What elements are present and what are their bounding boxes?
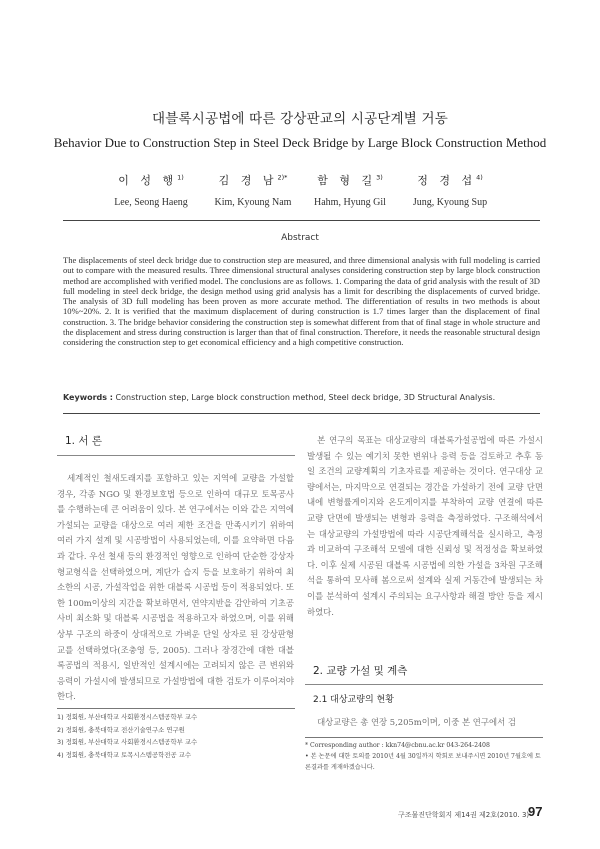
abstract-top-rule xyxy=(63,220,540,221)
abstract-bottom-rule xyxy=(63,413,540,414)
author-name-english: Hahm, Hyung Gil xyxy=(314,197,386,208)
author-name-korean: 정 경 섭$^{4)}$ xyxy=(417,173,483,187)
page-number: 97 xyxy=(528,804,543,819)
subsection-heading: 2.1 대상교량의 현황 xyxy=(313,695,394,705)
section-heading-introduction: 1. 서 론 xyxy=(65,435,102,447)
author-affiliation-footnotes xyxy=(57,711,295,761)
author-name-english: Jung, Kyoung Sup xyxy=(412,197,488,208)
footnote-item: 1) 정회원, 부산대학교 사회환경시스템공학부 교수 xyxy=(57,713,198,721)
author-name-korean: 이 성 행$^{1)}$ xyxy=(118,173,184,187)
research-goal-paragraph: 본 연구의 목표는 대상교량의 대블록가설공법에 따른 가설시 발생될 수 있는 예기치 못한 변위나 응력 등을 검토하고 추후 동일 조건의 교량계획의 기초자료를 제공하는 것이다. 연구대상 교량에서는, 마지막으로 연결되는 경간을 가설하기 전에 교량 단면내에 변형률게이지와 온도게이지를 부착하여 교량 연결에 따른 교량 단면에 발생되는 변형과 응력을 측정하였다. 구조해석에서는 대상교량의 가설방법에 따라 시공단계해석을 실시하고, 측정과 비교하여 구조해석 모델에 대한 신뢰성 및 적정성을 확보하였다. 이후 실제 시공된 대블록 시공법에 의한 가설을 3차원 구조해석을 통하여 모사해 봄으로써 설계와 실제 거동간에 발생되는 차이를 분석하여 설계시 주의되는 요구사항과 해결 방안 등을 제시하였다. xyxy=(307,435,543,617)
keywords-line xyxy=(63,393,540,402)
paper-title-english: Behavior Due to Construction Step in Steel Deck Bridge by Large Block Construction Method xyxy=(53,135,547,150)
corresponding-author-note: * Corresponding author : kkn74@cbnu.ac.kr 043-264-2408 xyxy=(305,742,490,749)
discussion-note: • 본 논문에 대한 토의를 2010년 4월 30일까지 학회로 보내주시면 2010년 7월호에 토론결과를 게재하겠습니다. xyxy=(305,753,541,771)
keywords-text: Construction step, Large block construction method, Steel deck bridge, 3D Structural Analysis. xyxy=(113,393,496,402)
author-4 xyxy=(385,172,515,208)
journal-citation: 구조물진단학회지 제14권 제2호(2010. 3) xyxy=(398,811,530,819)
paper-title-korean: 대블록시공법에 따른 강상판교의 시공단계별 거동 xyxy=(151,111,449,127)
author-name-english: Kim, Kyoung Nam xyxy=(214,197,292,208)
author-name-english: Lee, Seong Haeng xyxy=(114,197,188,208)
section-heading-underline xyxy=(57,455,295,456)
footnote-rule xyxy=(57,708,295,709)
author-name-korean: 김 경 남$^{2)*}$ xyxy=(218,173,288,187)
author-name-korean: 함 형 길$^{3)}$ xyxy=(317,173,383,187)
footnote-item: 4) 정회원, 충북대학교 토목시스템공학전공 교수 xyxy=(57,750,192,759)
footnote-rule xyxy=(305,737,543,738)
section-heading-bridge-construction: 2. 교량 가설 및 계측 xyxy=(313,665,408,677)
footnote-item: 3) 정회원, 부산대학교 사회환경시스템공학부 교수 xyxy=(57,738,198,746)
bridge-overview-paragraph: 대상교량은 총 연장 5,205m이며, 이중 본 연구에서 검 xyxy=(317,717,516,727)
section-heading-underline xyxy=(305,684,543,685)
introduction-paragraph: 세계적인 철새도래지를 포함하고 있는 지역에 교량을 가설할 경우, 각종 NGO 및 환경보호법 등으로 인하여 대규모 토목공사를 수행하는데 큰 어려움이 있다. 본 연구에서는 이와 같은 지역에 가설되는 교량을 대상으로 여러 제한 조건을 만족시키기 위하여 여러 가지 설계 및 시공방법이 사용되었는데, 이를 요약하면 다음과 같다. 우선 철새 등의 환경적인 영향으로 인하여 단순한 강상자형교형식을 선택하였으며, 계단가 습지 등을 보호하기 위하여 최소한의 시공, 가설작업을 위한 대블록 시공법 등이 적용되었다. 또한 100m이상의 지간을 확보하면서, 연약지반을 감안하여 기초공사비 최소화 및 대블록 시공법을 적용하고자 하였으며, 이를 위해 상부 구조의 하중이 상대적으로 가벼운 단일 상자로 된 강상판형교를 선택하였다(조충영 등, 2005). 그러나 장경간에 대한 대블록공법의 적용시, 일반적인 설계시에는 고려되지 않은 큰 변위와 응력이 가설시에 발생되므로 가설방법에 대한 검토가 이루어져야 한다. xyxy=(57,473,294,702)
abstract-heading: Abstract xyxy=(281,233,319,243)
correspondence-footnotes xyxy=(305,740,543,773)
abstract-text: The displacements of steel deck bridge due to construction step are measured, and three dimensional analysis with full modeling is carried out to compare with the measured results. Three dimensional structural analyses considering construction step by large block construction method are accomplished with verified model. The conclusions are as follows. 1. Comparing the data of grid analysis with the result of 3D full modeling in steel deck bridge, the design method using grid analysis has a limit for describing the displacements of curved bridge. The analysis of 3D full modeling has been proven as more accurate method. The differentiation of results in two methods is about 10%~20%. 2. It is verified that the maximum displacement of during construction is 1.7 times larger than the displacement of final construction. 3. The bridge behavior considering the construction step is somewhat different from that of final stage in whole structure and the displacement and stress during construction is larger than that of final construction. Therefore, it needs the reasonable structural design considering the construction step to get economical efficiency and a high competitive construction. xyxy=(63,255,540,347)
footnote-item: 2) 정회원, 충북대학교 전산기술연구소 연구원 xyxy=(57,725,185,734)
keywords-label: Keywords : xyxy=(63,393,114,402)
